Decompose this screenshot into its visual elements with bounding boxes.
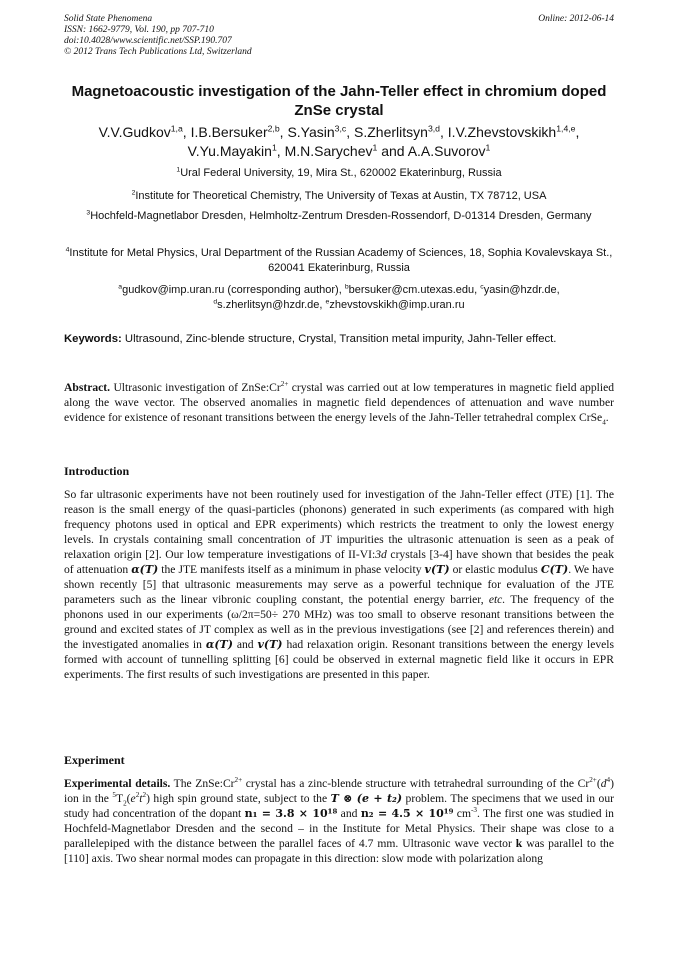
journal-doi[interactable]: doi:10.4028/www.scientific.net/SSP.190.707 xyxy=(64,36,232,46)
section-heading-experiment: Experiment xyxy=(64,753,125,767)
author-list xyxy=(64,123,614,161)
journal-copyright: © 2012 Trans Tech Publications Ltd, Switzerland xyxy=(64,47,252,57)
paper-title: Magnetoacoustic investigation of the Jahn-Teller effect in chromium doped ZnSe crystal xyxy=(71,83,607,119)
email-link[interactable]: zhevstovskikh@imp.uran.ru xyxy=(329,299,465,311)
concentration-n1-formula: n₁ = 3.8 × 10¹⁸ xyxy=(244,807,338,820)
keywords-text: Ultrasound, Zinc-blende structure, Crystal, Transition metal impurity, Jahn-Teller effect. xyxy=(124,333,557,345)
journal-header xyxy=(64,14,252,58)
affiliation: $^2$Institute for Theoretical Chemistry, The University of Texas at Austin, TX 78712, USA xyxy=(131,189,547,202)
journal-name: Solid State Phenomena xyxy=(64,14,153,24)
jahn-teller-problem-formula: T ⊗ (e + t₂) xyxy=(330,792,403,805)
author: I.B.Bersuker$^{2,b}$, xyxy=(190,123,288,140)
author: S.Yasin$^{3,c}$, xyxy=(287,123,355,140)
affiliation: $^4$Institute for Metal Physics, Ural Department of the Russian Academy of Sciences, 18, Sophia Kovalevskaya St., 620041 Ekaterinburg, Russia xyxy=(65,246,613,274)
alpha-of-T-formula: α(T) xyxy=(131,563,159,576)
affiliation: $^1$Ural Federal University, 19, Mira St., 620002 Ekaterinburg, Russia xyxy=(176,166,502,179)
author: M.N.Sarychev$^1$ and xyxy=(284,142,408,159)
introduction-paragraph: So far ultrasonic experiments have not been routinely used for investigation of the Jahn-Teller effect (JTE) [1]. The reason is the small energy of the quasi-particles (phonons) generated in such experiments (as compared with high frequency photons used in optical and EPR experiments) which restricts the treatment to only the lowest energy levels. In crystals containing small concentration of JT impurities the ultrasonic attenuation is seen as a peak of relaxation origin [2]. Our low temperature investigations of II-VI:3d crystals [3-4] have shown that besides the peak of attenuation α(T) the JTE manifests itself as a minimum in phase velocity v(T) or elastic modulus C(T). We have shown recently [5] that ultrasonic measurements may serve as a powerful technique for evaluation of the JTE parameters such as the linear vibronic coupling constant, the potential energy barrier, etc. The frequency of the phonons used in our experiments (ω/2π=50÷ 270 MHz) was too small to observe resonant transitions between the ground and excited states of JT complex as well as in the previous investigations (see [2] and references therein) and the investigated anomalies in α(T) and v(T) had relaxation origin. Resonant transitions between the energy levels formed with account of tunnelling splitting [6] could be observed in external magnetic field like it occurs in EPR experiments. The first results of such investigations are presented in this paper. xyxy=(64,488,615,681)
abstract-label: Abstract. xyxy=(64,381,111,394)
email-link[interactable]: bersuker@cm.utexas.edu xyxy=(348,284,475,296)
email-link[interactable]: s.zherlitsyn@hzdr.de xyxy=(217,299,320,311)
v-of-T-formula: v(T) xyxy=(424,563,450,576)
journal-issn: ISSN: 1662-9779, Vol. 190, pp 707-710 xyxy=(64,25,214,35)
email-list: $^a$gudkov@imp.uran.ru (corresponding author), $^b$bersuker@cm.utexas.edu, $^c$yasin@hzdr.de, $^d$s.zherlitsyn@hzdr.de, $^e$zhevstovskikh@imp.uran.ru xyxy=(118,283,560,311)
keywords-label: Keywords: xyxy=(64,333,122,345)
keywords xyxy=(64,332,614,347)
email-link[interactable]: gudkov@imp.uran.ru (corresponding author) xyxy=(122,284,339,296)
experiment-paragraph: Experimental details. The $ZnSe:Cr^{2+}$ crystal has a zinc-blende structure with tetrahedral surrounding of the $Cr^{2+}(d^4)$ ion in the $^5T_2(e^2t^2)$ high spin ground state, subject to the T ⊗ (e + t₂) problem. The specimens that we used in our study had concentration of the dopant n₁ = 3.8 × 10¹⁸ and n₂ = 4.5 × 10¹⁹ $cm^{-3}$. The first one was studied in Hochfeld-Magnetlabor Dresden and the second – in the Institute for Metal Physics. Their shape was close to a parallelepiped with the distance between the parallel faces of 4.7 mm. Ultrasonic wave vector k was parallel to the [110] axis. Two shear normal modes can propagate in this direction: slow mode with polarization along xyxy=(64,776,615,865)
section-heading-introduction: Introduction xyxy=(64,464,130,478)
author: A.A.Suvorov$^1$ xyxy=(407,142,491,159)
C-of-T-formula: C(T) xyxy=(540,563,569,576)
author: I.V.Zhevstovskikh$^{1,4,e}$, xyxy=(447,123,580,140)
author: S.Zherlitsyn$^{3,d}$, xyxy=(354,123,448,140)
experimental-details-label: Experimental details. xyxy=(64,777,171,790)
author: V.Yu.Mayakin$^1$, xyxy=(187,142,285,159)
email-link[interactable]: yasin@hzdr.de xyxy=(483,284,557,296)
affiliation: $^3$Hochfeld-Magnetlabor Dresden, Helmholtz-Zentrum Dresden-Rossendorf, D-01314 Dresden, Germany xyxy=(86,209,592,222)
author: V.V.Gudkov$^{1,a}$, xyxy=(98,123,191,140)
concentration-n2-formula: n₂ = 4.5 × 10¹⁹ xyxy=(360,807,454,820)
abstract: Abstract. Ultrasonic investigation of $ZnSe:Cr^{2+}$ crystal was carried out at low temperatures in magnetic field applied along the wave vector. The observed anomalies in magnetic field dependences of attenuation and wave number evidence for existence of resonant transitions between the energy levels of the Jahn-Teller tetrahedral complex CrSe$_4$. xyxy=(64,380,615,427)
online-date: Online: 2012-06-14 xyxy=(538,14,614,24)
